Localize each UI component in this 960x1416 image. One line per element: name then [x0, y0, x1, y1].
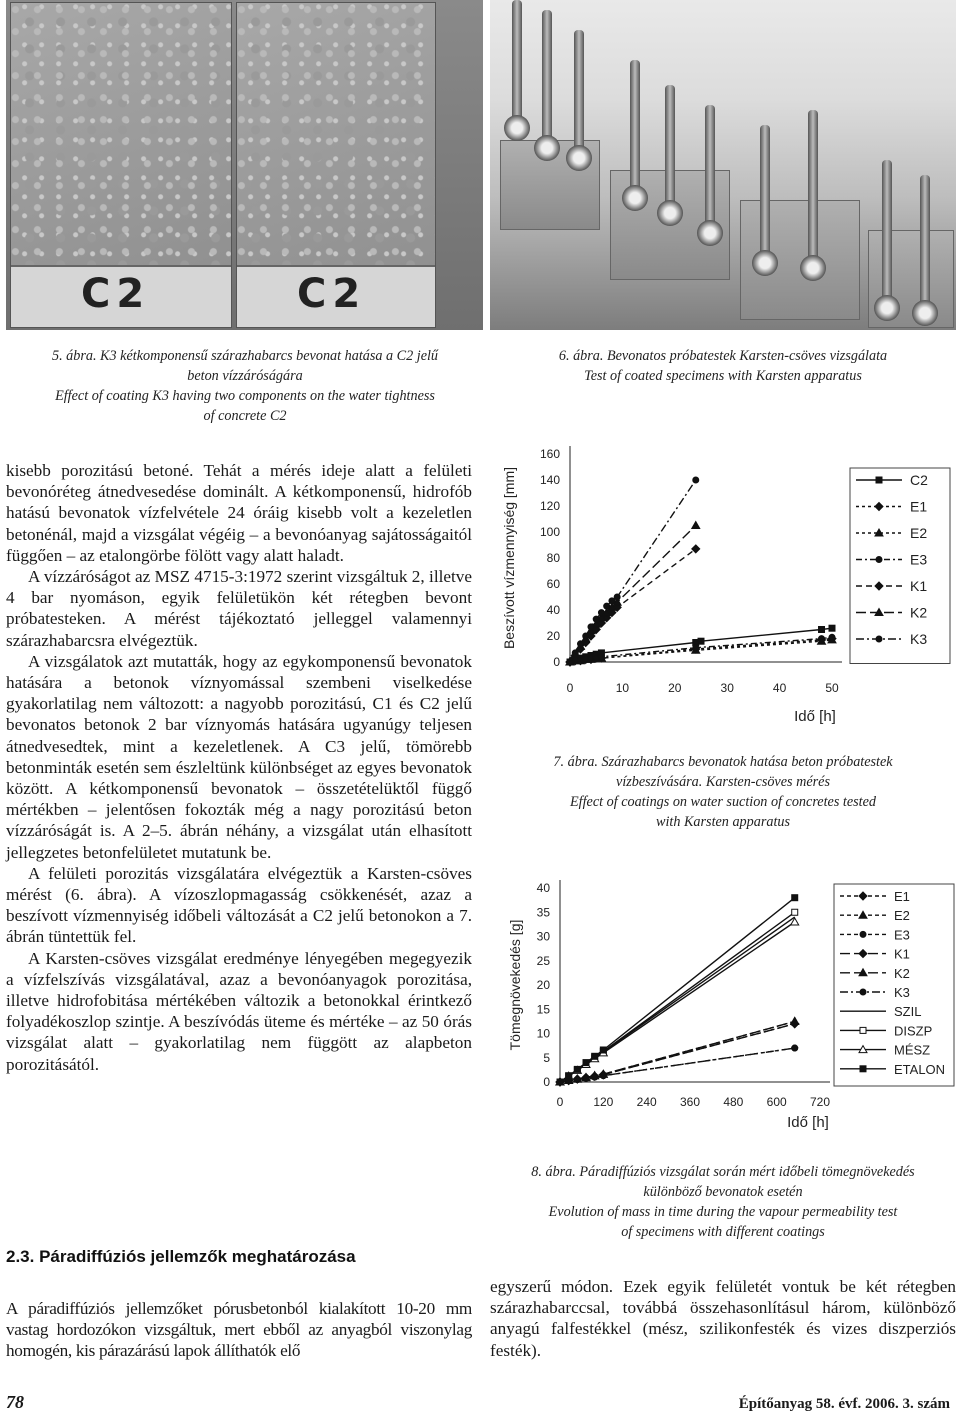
y-tick-label: 15 [536, 1002, 550, 1017]
section-heading: 2.3. Páradiffúziós jellemzők meghatározása [6, 1247, 356, 1266]
y-tick-label: 160 [539, 447, 560, 461]
legend-label: E1 [894, 889, 910, 904]
data-point [876, 557, 882, 563]
legend-label: K3 [894, 985, 910, 1000]
karsten-tube [760, 125, 770, 255]
legend-label: K1 [910, 578, 928, 594]
y-tick-label: 40 [546, 603, 560, 617]
karsten-tube [574, 30, 584, 150]
tube-base [657, 200, 683, 226]
left-column-upper [6, 460, 472, 1075]
data-point [792, 895, 798, 901]
legend-label: E2 [910, 525, 928, 541]
data-point [577, 641, 583, 647]
data-point [698, 638, 704, 644]
y-tick-label: 35 [536, 905, 550, 920]
data-point [592, 1053, 598, 1059]
legend-label: SZIL [894, 1004, 922, 1020]
x-tick-label: 20 [668, 681, 682, 695]
series-line [570, 628, 832, 662]
karsten-tube [542, 10, 552, 140]
x-tick-label: 40 [772, 681, 787, 695]
x-axis-label: Idő [h] [794, 708, 836, 725]
data-point [792, 909, 798, 915]
data-point [609, 598, 615, 604]
data-point [876, 477, 882, 483]
x-tick-label: 720 [809, 1095, 831, 1109]
paragraph: A páradiffúziós jellemzőket pórusbetonból kialakított 10-20 mm vastag hordozókon vizsgáltuk, mert ebből az anyagból viszonylag homogén, kis párazárású lapok állíthatók elő [6, 1299, 472, 1361]
y-tick-label: 5 [543, 1050, 550, 1065]
data-point [614, 594, 620, 600]
y-tick-label: 25 [536, 953, 550, 968]
x-tick-label: 120 [593, 1095, 614, 1109]
tube-base [800, 255, 826, 281]
legend-label: K2 [910, 604, 928, 621]
data-point [574, 1066, 580, 1072]
legend-label: DISZP [894, 1023, 933, 1039]
x-tick-label: 30 [720, 681, 734, 695]
left-column-lower [6, 1298, 472, 1362]
data-point [792, 1045, 798, 1051]
page-number: 78 [6, 1392, 24, 1412]
data-point [567, 659, 573, 665]
data-point [604, 603, 610, 609]
y-tick-label: 140 [539, 473, 560, 487]
data-point [583, 1060, 589, 1066]
y-tick-label: 100 [539, 525, 560, 539]
concrete-block-left [10, 2, 232, 328]
y-tick-label: 60 [546, 577, 560, 591]
legend-label: K3 [910, 631, 928, 647]
data-point [592, 1074, 598, 1080]
figure-6-caption: 6. ábra. Bevonatos próbatestek Karsten-csöves vizsgálata Test of coated specimens with Karsten apparatus [558, 348, 888, 384]
x-tick-label: 240 [636, 1095, 657, 1109]
data-point [693, 477, 699, 483]
karsten-tube [512, 0, 522, 120]
data-point [791, 1017, 799, 1024]
x-axis-label: Idő [h] [787, 1114, 829, 1131]
data-point [876, 636, 882, 642]
legend-label: E3 [910, 551, 928, 568]
data-point [557, 1079, 563, 1085]
tube-base [504, 115, 530, 141]
data-point [574, 1077, 580, 1083]
karsten-tubes-photo [490, 0, 956, 330]
tube-base [874, 295, 900, 321]
karsten-tube [630, 60, 640, 190]
y-tick-label: 20 [536, 978, 550, 992]
data-point [598, 610, 604, 616]
paragraph: A vizsgálatok azt mutatták, hogy az egykomponensű bevonatok hatására a betonok víznyomással szembeni viselkedése gyakorlatilag nem változott: a nagyobb porozitású, C1 és C2 jelű bevonatos betonok 2 bar víznyomás hatására ugyanúgy teljesen átnedvesedtek, mint a kezeletlenek. A C3 jelű, tömörebb betonminták esetén sem észleltünk különbséget az egyes bevonatok között. A kétkomponensű bevonatok – összetételüktől függő mértékben – jelentősen fokozták még a nagy porozitású beton vízzáróságát is. A 2–5. ábrán néhány, a vizsgálat után elhasított jellegzetes betonfelületet mutatunk be. [6, 651, 472, 862]
legend-box [850, 468, 950, 664]
data-point [693, 645, 699, 651]
legend-label: MÉSZ [894, 1042, 931, 1058]
y-tick-label: 120 [539, 499, 560, 513]
paragraph: A Karsten-csöves vizsgálat eredménye lényegében megegyezik a vízfelszívás vizsgálatával, azaz a bevonóanyagok porozitása, illetve hidrofobitása mértékében változik a betonokkal érintkező folyadékoszlop szintje. A beszívódás üteme és mértéke – az 50 órás vizsgálat alatt – gyakorlatilag nem függött az alapbeton porozitásától. [6, 948, 472, 1074]
x-tick-label: 50 [825, 681, 839, 695]
y-tick-label: 40 [536, 881, 550, 895]
x-tick-label: 480 [723, 1095, 744, 1109]
y-tick-label: 10 [536, 1026, 550, 1041]
right-column-text [490, 1276, 956, 1361]
block-mark-right: C2 [297, 271, 367, 317]
karsten-tube [882, 160, 892, 300]
data-point [860, 1066, 866, 1072]
data-point [600, 1073, 606, 1079]
legend-label: ETALON [894, 1061, 946, 1077]
data-point [692, 522, 700, 529]
paragraph: egyszerű módon. Ezek egyik felületét vontuk be két rétegben szárazhabarccsal, továbbá összehasonlításul három, különböző anyagú falfestékkel (mész, szilikonfesték és vizes diszperziós festék). [490, 1277, 956, 1360]
paragraph: kisebb porozitású betoné. Tehát a mérés ideje alatt a felületi bevonóréteg átnedvesedése dominált. A kétkomponensű, hidrofób hatású bevonatok vízfelvétele 24 óráig kisebb volt a kezeletlen betonénál, majd a vizsgálat végéig – a bevonóanyag sajátosságaitól függően – az etalongörbe fölött vagy alatt haladt. [6, 461, 472, 565]
tube-base [622, 185, 648, 211]
data-point [860, 989, 866, 995]
figure-7-chart [490, 430, 960, 730]
concrete-blocks-photo [6, 0, 483, 330]
legend-label: C2 [910, 472, 928, 488]
block-mark-left: C2 [81, 271, 151, 317]
tube-base [912, 300, 938, 326]
paragraph: A vízzáróságot az MSZ 4715-3:1972 szerint vizsgáltuk 2, illetve 4 bar nyomáson, egyik felületükön két rétegben bevont próbatesteken. A mérést tájékoztató jelleggel valamennyi szárazhabarcsra elvégeztük. [6, 567, 472, 650]
y-tick-label: 0 [543, 1075, 550, 1089]
tube-base [534, 135, 560, 161]
data-point [829, 625, 835, 631]
karsten-tube [705, 105, 715, 225]
data-point [692, 545, 700, 553]
figure-8-chart [490, 868, 960, 1138]
data-point [819, 636, 825, 642]
y-tick-label: 30 [536, 929, 550, 944]
x-tick-label: 0 [556, 1095, 564, 1109]
data-point [566, 1073, 572, 1079]
tube-base [566, 145, 592, 171]
legend-label: E1 [910, 498, 928, 515]
data-point [588, 624, 594, 630]
data-point [572, 650, 578, 656]
paragraph: A felületi porozitás vizsgálatára elvégeztük a Karsten-csöves mérést (6. ábra). A vízoszlopmagasság csökkenését, azaz a beszívott vízmennyiség időbeli változását a C2 jelű betonokon a 7. ábrán tüntettük fel. [6, 863, 472, 947]
data-point [819, 627, 825, 633]
data-point [600, 1047, 606, 1053]
journal-name: Építőanyag 58. évf. 2006. 3. szám [738, 1396, 950, 1412]
data-point [583, 633, 589, 639]
y-axis-label: Beszívott vízmennyiség [mm] [501, 466, 517, 650]
figure-7-caption: 7. ábra. Szárazhabarcs bevonatok hatása beton próbatestek vízbeszívására. Karsten-csöves mérés Effect of coatings on water suction of concretes tested with Karsten apparatus [553, 754, 893, 830]
concrete-block-right [236, 2, 436, 328]
tube-base [697, 220, 723, 246]
y-tick-label: 80 [546, 551, 560, 565]
y-axis-label: Tömegnövekedés [g] [507, 919, 523, 1051]
tube-base [752, 250, 778, 276]
data-point [860, 1027, 866, 1033]
karsten-tube [920, 175, 930, 305]
data-point [829, 634, 835, 640]
data-point [583, 1075, 589, 1081]
x-tick-label: 0 [566, 681, 574, 695]
data-point [860, 931, 866, 937]
karsten-tube [808, 110, 818, 260]
x-tick-label: 10 [615, 681, 630, 695]
legend-label: E2 [894, 908, 910, 924]
karsten-tube [665, 85, 675, 205]
x-tick-label: 360 [679, 1095, 701, 1109]
y-tick-label: 20 [546, 629, 560, 643]
legend-label: K2 [894, 965, 910, 981]
data-point [598, 654, 604, 660]
y-tick-label: 0 [553, 655, 560, 669]
legend-label: K1 [894, 946, 910, 962]
figure-5-caption: 5. ábra. K3 kétkomponensű szárazhabarcs bevonat hatása a C2 jelű beton vízzáróságára Effect of coating K3 having two components on the water tightness of concrete C2 [51, 348, 439, 424]
legend-label: E3 [894, 927, 910, 943]
x-tick-label: 600 [766, 1095, 787, 1109]
data-point [593, 616, 599, 622]
figure-8-caption: 8. ábra. Páradiffúziós vizsgálat során mért időbeli tömegnövekedés különböző bevonatok esetén Evolution of mass in time during the vapour permeability test of specimens with different coatings [531, 1164, 915, 1240]
